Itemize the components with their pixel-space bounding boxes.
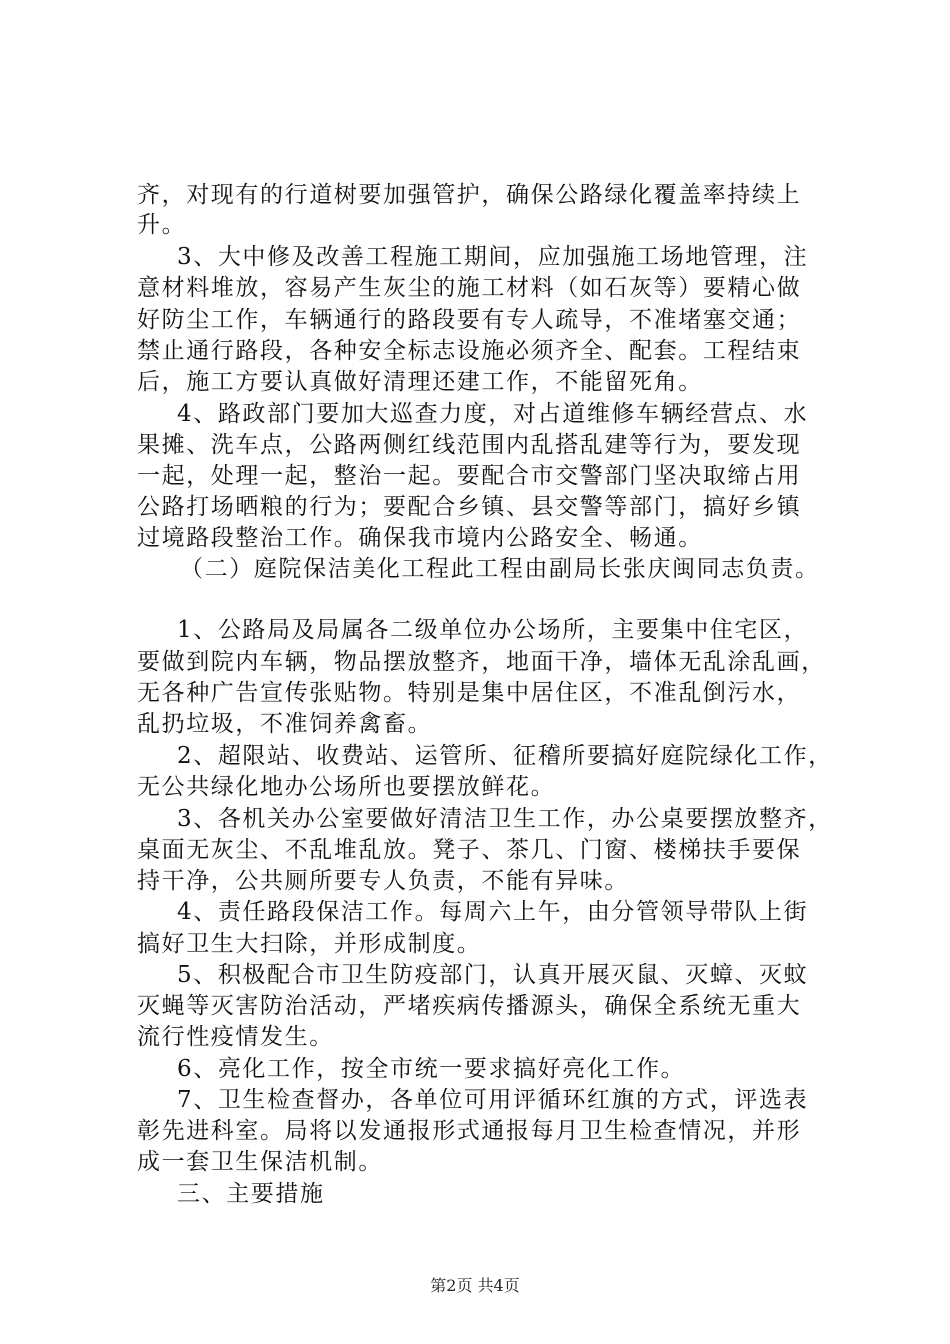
text-line: 搞好卫生大扫除，并形成制度。 [137, 931, 482, 957]
text-line: 齐，对现有的行道树要加强管护，确保公路绿化覆盖率持续上 [137, 182, 802, 208]
text-line: 桌面无灰尘、不乱堆乱放。凳子、茶几、门窗、楼梯扶手要保 [137, 837, 802, 863]
text-line: 后，施工方要认真做好清理还建工作，不能留死角。 [137, 369, 703, 395]
page-footer: 第2页 共4页 [430, 1276, 520, 1295]
text-line: 好防尘工作，车辆通行的路段要有专人疏导，不准堵塞交通； [137, 307, 802, 333]
text-line: 无各种广告宣传张贴物。特别是集中居住区，不准乱倒污水， [137, 680, 802, 706]
text-line: 无公共绿化地办公场所也要摆放鲜花。 [137, 774, 556, 800]
text-line: 彰先进科室。局将以发通报形式通报每月卫生检查情况，并形 [137, 1118, 802, 1144]
text-line: 升。 [137, 212, 187, 238]
text-line: 1、公路局及局属各二级单位办公场所，主要集中住宅区， [177, 617, 809, 643]
text-line: 禁止通行路段，各种安全标志设施必须齐全、配套。工程结束 [137, 338, 802, 364]
text-line: 过境路段整治工作。确保我市境内公路安全、畅通。 [137, 525, 703, 551]
text-line: 流行性疫情发生。 [137, 1024, 334, 1050]
text-line: 成一套卫生保洁机制。 [137, 1149, 383, 1175]
text-line: 乱扔垃圾，不准饲养禽畜。 [137, 711, 433, 737]
text-line: 一起，处理一起，整治一起。要配合市交警部门坚决取缔占用 [137, 463, 802, 489]
text-line: 灭蝇等灭害防治活动，严堵疾病传播源头，确保全系统无重大 [137, 993, 802, 1019]
text-line: 2、超限站、收费站、运管所、征稽所要搞好庭院绿化工作， [177, 743, 833, 769]
text-line: 公路打场晒粮的行为；要配合乡镇、县交警等部门，搞好乡镇 [137, 494, 802, 520]
text-line: 6、亮化工作，按全市统一要求搞好亮化工作。 [177, 1056, 686, 1082]
text-line: 3、各机关办公室要做好清洁卫生工作，办公桌要摆放整齐， [177, 806, 833, 832]
text-line: 7、卫生检查督办，各单位可用评循环红旗的方式，评选表 [177, 1087, 809, 1113]
text-line: 3、大中修及改善工程施工期间，应加强施工场地管理，注 [177, 244, 809, 270]
text-line: 4、责任路段保洁工作。每周六上午，由分管领导带队上街 [177, 899, 809, 925]
text-line: 持干净，公共厕所要专人负责，不能有异味。 [137, 868, 629, 894]
section-heading: 三、主要措施 [177, 1181, 325, 1207]
text-line: 4、路政部门要加大巡查力度，对占道维修车辆经营点、水 [177, 401, 809, 427]
text-line: 要做到院内车辆，物品摆放整齐，地面干净，墙体无乱涂乱画， [137, 649, 826, 675]
text-line: 5、积极配合市卫生防疫部门，认真开展灭鼠、灭蟑、灭蚊 [177, 962, 809, 988]
section-heading: （二）庭院保洁美化工程此工程由副局长张庆闽同志负责。 [180, 556, 820, 582]
text-line: 意材料堆放，容易产生灰尘的施工材料（如石灰等）要精心做 [137, 275, 802, 301]
text-line: 果摊、洗车点，公路两侧红线范围内乱搭乱建等行为，要发现 [137, 432, 802, 458]
